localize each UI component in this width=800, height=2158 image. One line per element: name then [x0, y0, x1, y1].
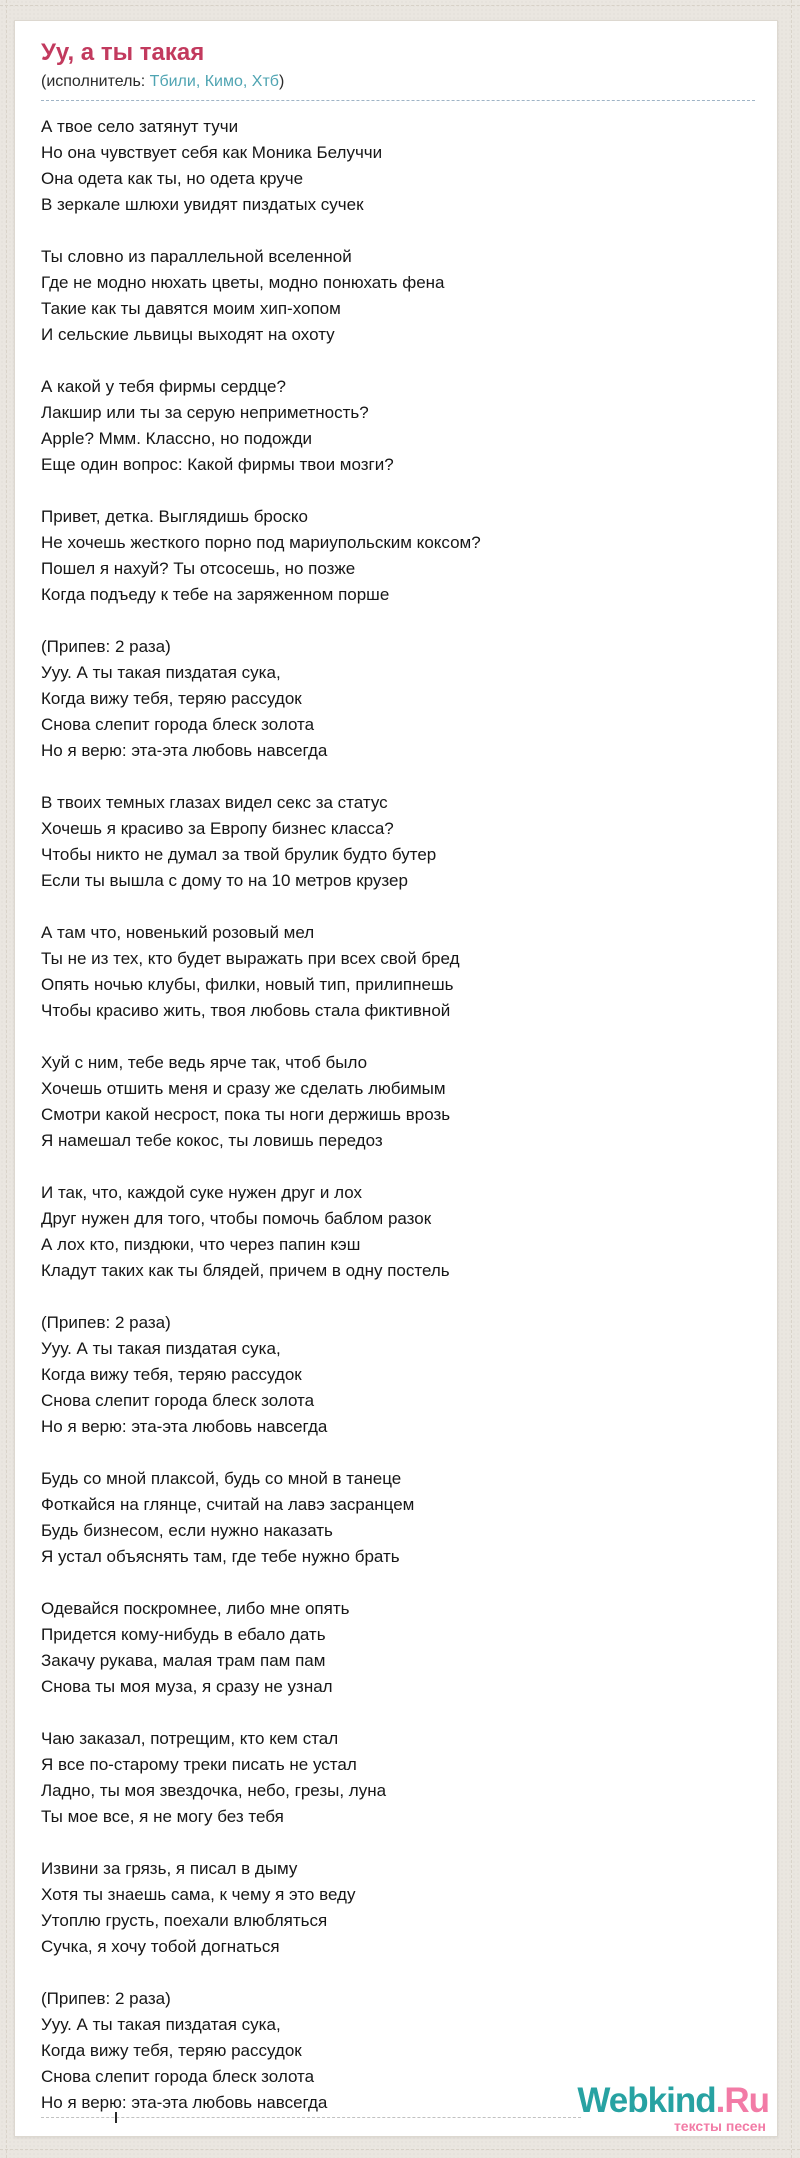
lyric-line: Опять ночью клубы, филки, новый тип, прилипнешь — [41, 975, 454, 994]
lyric-line: Друг нужен для того, чтобы помочь баблом разок — [41, 1209, 432, 1228]
lyric-line: Ууу. А ты такая пиздатая сука, — [41, 663, 281, 682]
lyric-line: Чтобы красиво жить, твоя любовь стала фиктивной — [41, 1001, 451, 1020]
lyric-line: Фоткайся на глянце, считай на лавэ засранцем — [41, 1495, 415, 1514]
lyric-line: Я устал объяснять там, где тебе нужно брать — [41, 1547, 400, 1566]
lyric-line: Привет, детка. Выглядишь броско — [41, 507, 308, 526]
performer-link[interactable]: Кимо — [204, 73, 243, 90]
stanza — [41, 1180, 755, 1284]
lyric-line: Apple? Ммм. Классно, но подожди — [41, 429, 313, 448]
lyric-line: А какой у тебя фирмы сердце? — [41, 377, 286, 396]
lyric-line: А там что, новенький розовый мел — [41, 923, 315, 942]
performer-links: Тбили, Кимо, Хтб — [149, 73, 279, 90]
background-seam-top — [0, 5, 800, 6]
lyric-line: Хочешь отшить меня и сразу же сделать любимым — [41, 1079, 446, 1098]
lyric-line: Закачу рукава, малая трам пам пам — [41, 1651, 326, 1670]
lyric-line: (Припев: 2 раза) — [41, 637, 171, 656]
performer-suffix: ) — [278, 73, 285, 90]
lyric-line: Где не модно нюхать цветы, модно понюхать фена — [41, 273, 445, 292]
lyric-line: Смотри какой несрост, пока ты ноги держишь врозь — [41, 1105, 451, 1124]
lyric-line: Я все по-старому треки писать не устал — [41, 1755, 357, 1774]
lyric-line: Одевайся поскромнее, либо мне опять — [41, 1599, 350, 1618]
lyric-line: Снова слепит города блеск золота — [41, 2067, 315, 2086]
lyric-line: Ууу. А ты такая пиздатая сука, — [41, 2015, 281, 2034]
lyric-line: Кладут таких как ты блядей, причем в одну постель — [41, 1261, 450, 1280]
background-seam-left — [6, 0, 7, 2158]
lyric-line: Не хочешь жесткого порно под мариупольским коксом? — [41, 533, 481, 552]
lyric-line: Ууу. А ты такая пиздатая сука, — [41, 1339, 281, 1358]
webkind-logo-main: Webkind — [577, 2081, 716, 2120]
lyric-line: Снова слепит города блеск золота — [41, 715, 315, 734]
performer-link[interactable]: Хтб — [251, 73, 279, 90]
lyric-line: В твоих темных глазах видел секс за статус — [41, 793, 388, 812]
lyric-line: Но я верю: эта-эта любовь навсегда — [41, 2093, 328, 2112]
lyric-line: Такие как ты давятся моим хип-хопом — [41, 299, 341, 318]
lyric-line: (Припев: 2 раза) — [41, 1989, 171, 2008]
lyric-line: Будь бизнесом, если нужно наказать — [41, 1521, 333, 1540]
lyric-line: Чаю заказал, потрещим, кто кем стал — [41, 1729, 339, 1748]
stanza — [41, 1466, 755, 1570]
lyrics-card — [14, 20, 778, 2137]
lyric-line: (Припев: 2 раза) — [41, 1313, 171, 1332]
lyric-line: Она одета как ты, но одета круче — [41, 169, 304, 188]
lyric-line: И так, что, каждой суке нужен друг и лох — [41, 1183, 362, 1202]
lyric-line: Ты словно из параллельной вселенной — [41, 247, 352, 266]
lyric-line: Снова ты моя муза, я сразу не узнал — [41, 1677, 333, 1696]
lyric-line: Извини за грязь, я писал в дыму — [41, 1859, 298, 1878]
webkind-logo-suffix: .Ru — [715, 2081, 769, 2120]
lyric-line: Хочешь я красиво за Европу бизнес класса? — [41, 819, 394, 838]
lyric-line: Если ты вышла с дому то на 10 метров крузер — [41, 871, 408, 890]
background-seam-right — [791, 0, 792, 2158]
stanza — [41, 1050, 755, 1154]
lyric-line: Ладно, ты моя звездочка, небо, грезы, луна — [41, 1781, 387, 1800]
stanza — [41, 920, 755, 1024]
lyric-line: Ты не из тех, кто будет выражать при всех свой бред — [41, 949, 460, 968]
lyric-line: Еще один вопрос: Какой фирмы твои мозги? — [41, 455, 394, 474]
lyric-line: В зеркале шлюхи увидят пиздатых сучек — [41, 195, 364, 214]
lyric-line: А твое село затянут тучи — [41, 117, 239, 136]
stanza — [41, 790, 755, 894]
lyric-line: Но я верю: эта-эта любовь навсегда — [41, 741, 328, 760]
lyric-line: Пошел я нахуй? Ты отсосешь, но позже — [41, 559, 356, 578]
stanza — [41, 1310, 755, 1440]
lyric-line: Я намешал тебе кокос, ты ловишь передоз — [41, 1131, 383, 1150]
stanza — [41, 374, 755, 478]
lyric-line: Ты мое все, я не могу без тебя — [41, 1807, 284, 1826]
lyric-line: Но она чувствует себя как Моника Белуччи — [41, 143, 383, 162]
lyric-line: Когда подъеду к тебе на заряженном порше — [41, 585, 390, 604]
lyric-line: Чтобы никто не думал за твой брулик будто бутер — [41, 845, 437, 864]
performer-prefix: (исполнитель: — [41, 73, 150, 90]
performer-line — [41, 73, 755, 101]
webkind-logo-link[interactable] — [577, 2083, 769, 2133]
lyrics-end-rule — [41, 2117, 581, 2118]
performer-link[interactable]: Тбили — [149, 73, 196, 90]
lyric-line: Сучка, я хочу тобой догнаться — [41, 1937, 280, 1956]
stanza — [41, 1856, 755, 1960]
lyric-line: Снова слепит города блеск золота — [41, 1391, 315, 1410]
stanza — [41, 634, 755, 764]
text-cursor — [115, 2112, 117, 2123]
stanza — [41, 1596, 755, 1700]
stanza — [41, 1726, 755, 1830]
lyric-line: А лох кто, пиздюки, что через папин кэш — [41, 1235, 361, 1254]
lyric-line: Хуй с ним, тебе ведь ярче так, чтоб было — [41, 1053, 368, 1072]
lyric-line: Когда вижу тебя, теряю рассудок — [41, 1365, 302, 1384]
song-title: Уу, а ты такая — [41, 39, 205, 66]
lyric-line: Хотя ты знаешь сама, к чему я это веду — [41, 1885, 356, 1904]
lyric-line: Утоплю грусть, поехали влюбляться — [41, 1911, 328, 1930]
webkind-wordmark — [577, 2081, 769, 2120]
lyric-line: Будь со мной плаксой, будь со мной в танеце — [41, 1469, 402, 1488]
background-seam-bottom — [0, 2149, 800, 2150]
stanza — [41, 244, 755, 348]
lyric-line: Лакшир или ты за серую неприметность? — [41, 403, 369, 422]
lyric-line: Когда вижу тебя, теряю рассудок — [41, 689, 302, 708]
stanza — [41, 114, 755, 218]
lyric-line: Когда вижу тебя, теряю рассудок — [41, 2041, 302, 2060]
webkind-logo-tagline: тексты песен — [673, 2118, 766, 2134]
lyric-line: И сельские львицы выходят на охоту — [41, 325, 335, 344]
stanza — [41, 504, 755, 608]
lyric-line: Придется кому-нибудь в ебало дать — [41, 1625, 326, 1644]
lyrics — [41, 114, 755, 2116]
lyric-line: Но я верю: эта-эта любовь навсегда — [41, 1417, 328, 1436]
